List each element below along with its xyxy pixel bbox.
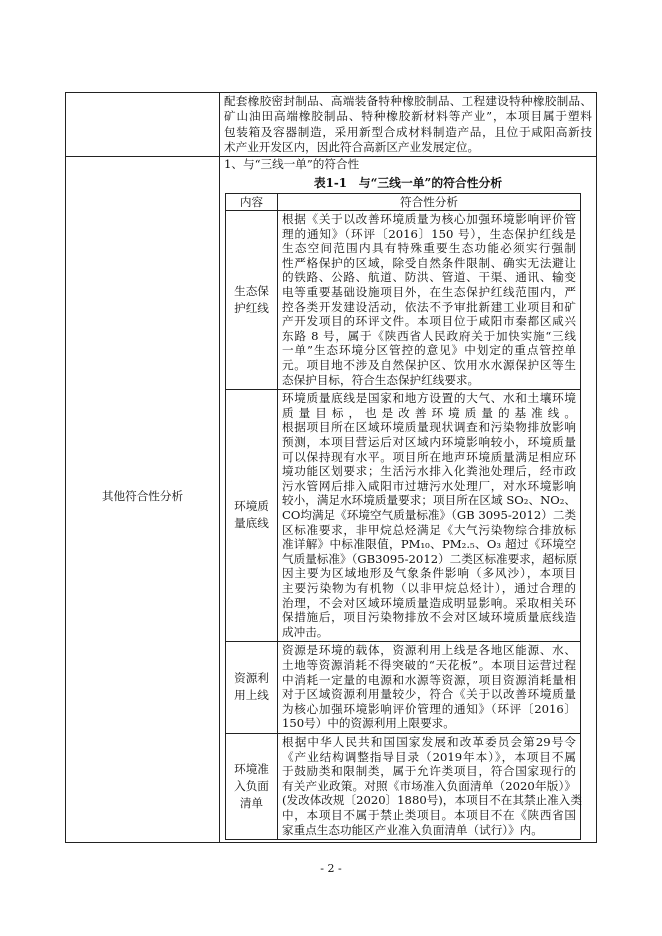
text-line: 控各类开发建设活动，依法不予审批新建工业项目和矿 bbox=[282, 299, 576, 314]
text-line: 矿山油田高端橡胶制品、特种橡胶新材料等产业”，本项目属于塑料 bbox=[224, 109, 592, 124]
text-line: 污水管网后排入咸阳市过塘污水处理厂，对水环境影响 bbox=[282, 478, 576, 493]
text-line: 理的通知》（环评〔2016〕150 号），生态保护红线是 bbox=[282, 226, 576, 241]
section-label: 其他符合性分析 bbox=[101, 489, 184, 503]
text-line: 150号）中的资源利用上限要求。 bbox=[282, 716, 455, 731]
text-line: 《产业结构调整指导目录（2019年本）》，本项目不属 bbox=[282, 749, 576, 764]
text-line: 治理，不会对区域环境质量造成明显影响。采取相关环 bbox=[282, 595, 576, 610]
text-line: 环境质量底线是国家和地方设置的大气、水和土壤环境 bbox=[282, 391, 576, 406]
text-line: 因主要为区域地形及气象条件影响（多风沙），本项目 bbox=[282, 566, 576, 581]
text-line: 资源是环境的载体，资源利用上线是各地区能源、水、 bbox=[282, 643, 576, 658]
label-line: 入负面 bbox=[234, 778, 269, 793]
text-line: 中消耗一定量的电源和水源等资源，项目资源消耗量相 bbox=[282, 672, 576, 687]
text-line: 态保护目标，符合生态保护红线要求。 bbox=[282, 372, 480, 387]
text-line: 气质量标准》（GB3095-2012）二类区标准要求，超标原 bbox=[282, 551, 578, 566]
label-line: 环境准 bbox=[234, 761, 269, 776]
text-line: 生态空间范围内具有特殊重要生态功能必须实行强制 bbox=[282, 241, 576, 256]
header-content: 内容 bbox=[239, 195, 264, 209]
text-line: 有关产业政策。对照《市场准入负面清单（2020年版）》 bbox=[282, 778, 576, 793]
text-line: 术产业开发区内，因此符合高新区产业发展定位。 bbox=[224, 140, 480, 155]
industry-positioning-text bbox=[224, 94, 592, 156]
row-analysis bbox=[282, 643, 576, 731]
text-line: 元。项目地不涉及自然保护区、饮用水水源保护区等生 bbox=[282, 357, 576, 372]
text-line: 家重点生态功能区产业准入负面清单（试行）》内。 bbox=[282, 822, 543, 837]
text-line: 为核心加强环境影响评价管理的通知》（环评〔2016〕 bbox=[282, 701, 576, 716]
text-line: 较小，满足水环境质量要求；项目所在区域 SO₂、NO₂、 bbox=[282, 493, 576, 508]
text-line: 东路 8 号，属于《陕西省人民政府关于加快实施“三线 bbox=[282, 328, 576, 343]
row-analysis bbox=[282, 391, 576, 639]
text-line: 主要污染物为有机物（以非甲烷总烃计），通过合理的 bbox=[282, 580, 576, 595]
text-line: 准详解》中标准限值，PM₁₀、PM₂.₅、O₃ 超过《环境空 bbox=[282, 537, 576, 552]
text-line: 根据项目所在区域环境质量现状调查和污染物排放影响 bbox=[282, 420, 576, 435]
text-line: 根据中华人民共和国国家发展和改革委员会第29号令 bbox=[282, 735, 576, 749]
label-line: 清单 bbox=[239, 795, 264, 810]
text-line: 预测，本项目营运后对区域内环境影响较小，环境质量 bbox=[282, 434, 576, 449]
text-line: 产开发项目的环评文件。本项目位于咸阳市秦都区咸兴 bbox=[282, 314, 576, 329]
text-line: 区标准要求，非甲烷总烃满足《大气污染物综合排放标 bbox=[282, 522, 576, 537]
three-lines-table bbox=[225, 193, 581, 840]
page-number: - 2 - bbox=[320, 862, 342, 875]
table-title: 表1-1 与“三线一单”的符合性分析 bbox=[313, 176, 503, 190]
row-label bbox=[226, 670, 277, 704]
text-line: 境功能区划要求；生活污水排入化粪池处理后，经市政 bbox=[282, 464, 576, 479]
text-line: CO均满足《环境空气质量标准》（GB 3095-2012）二类 bbox=[282, 507, 577, 522]
text-line: 电等重要基础设施项目外，在生态保护红线范围内，严 bbox=[282, 284, 576, 299]
intro-heading: 1、与“三线一单”的符合性 bbox=[224, 157, 360, 171]
text-line: 的铁路、公路、航道、防洪、管道、干渠、通讯、输变 bbox=[282, 270, 576, 285]
header-analysis: 符合性分析 bbox=[400, 195, 458, 209]
row-label bbox=[226, 498, 277, 532]
text-line: 中，本项目不属于禁止类项目。本项目不在《陕西省国 bbox=[282, 807, 576, 822]
label-line: 生态保 bbox=[234, 283, 269, 298]
text-line: 一单”生态环境分区管控的意见》中划定的重点管控单 bbox=[282, 343, 576, 358]
text-line: (发改体改规〔2020〕1880号)，本项目不在其禁止准入类 bbox=[282, 793, 582, 808]
text-line: 可以保持现有水平。项目所在地声环境质量满足相应环 bbox=[282, 449, 576, 464]
label-line: 资源利 bbox=[234, 671, 269, 686]
text-line: 于鼓励类和限制类，属于允许类项目，符合国家现行的 bbox=[282, 764, 576, 779]
compliance-table bbox=[65, 92, 597, 843]
label-line: 量底线 bbox=[234, 516, 269, 531]
row-analysis bbox=[282, 735, 582, 837]
text-line: 质量目标，也是改善环境质量的基准线。 bbox=[282, 405, 576, 420]
label-line: 护红线 bbox=[234, 300, 269, 315]
text-line: 配套橡胶密封制品、高端装备特种橡胶制品、工程建设特种橡胶制品、 bbox=[224, 94, 592, 108]
text-line: 根据《关于以改善环境质量为核心加强环境影响评价管 bbox=[282, 212, 576, 226]
row-label bbox=[226, 761, 277, 812]
text-line: 包装箱及容器制造，采用新型合成材料制造产品，且位于咸阳高新技 bbox=[224, 124, 592, 139]
text-line: 性严格保护的区域，除受自然条件限制、确实无法避让 bbox=[282, 255, 576, 270]
text-line: 对于区域资源利用量较少，符合《关于以改善环境质量 bbox=[282, 687, 576, 702]
row-label bbox=[226, 283, 277, 317]
text-line: 土地等资源消耗不得突破的“天花板”。本项目运营过程 bbox=[282, 657, 576, 672]
label-line: 用上线 bbox=[234, 688, 269, 703]
row-analysis bbox=[282, 212, 576, 387]
label-line: 环境质 bbox=[234, 499, 269, 514]
text-line: 保措施后，项目污染物排放不会对区域环境质量底线造 bbox=[282, 610, 576, 625]
text-line: 成冲击。 bbox=[282, 624, 329, 639]
